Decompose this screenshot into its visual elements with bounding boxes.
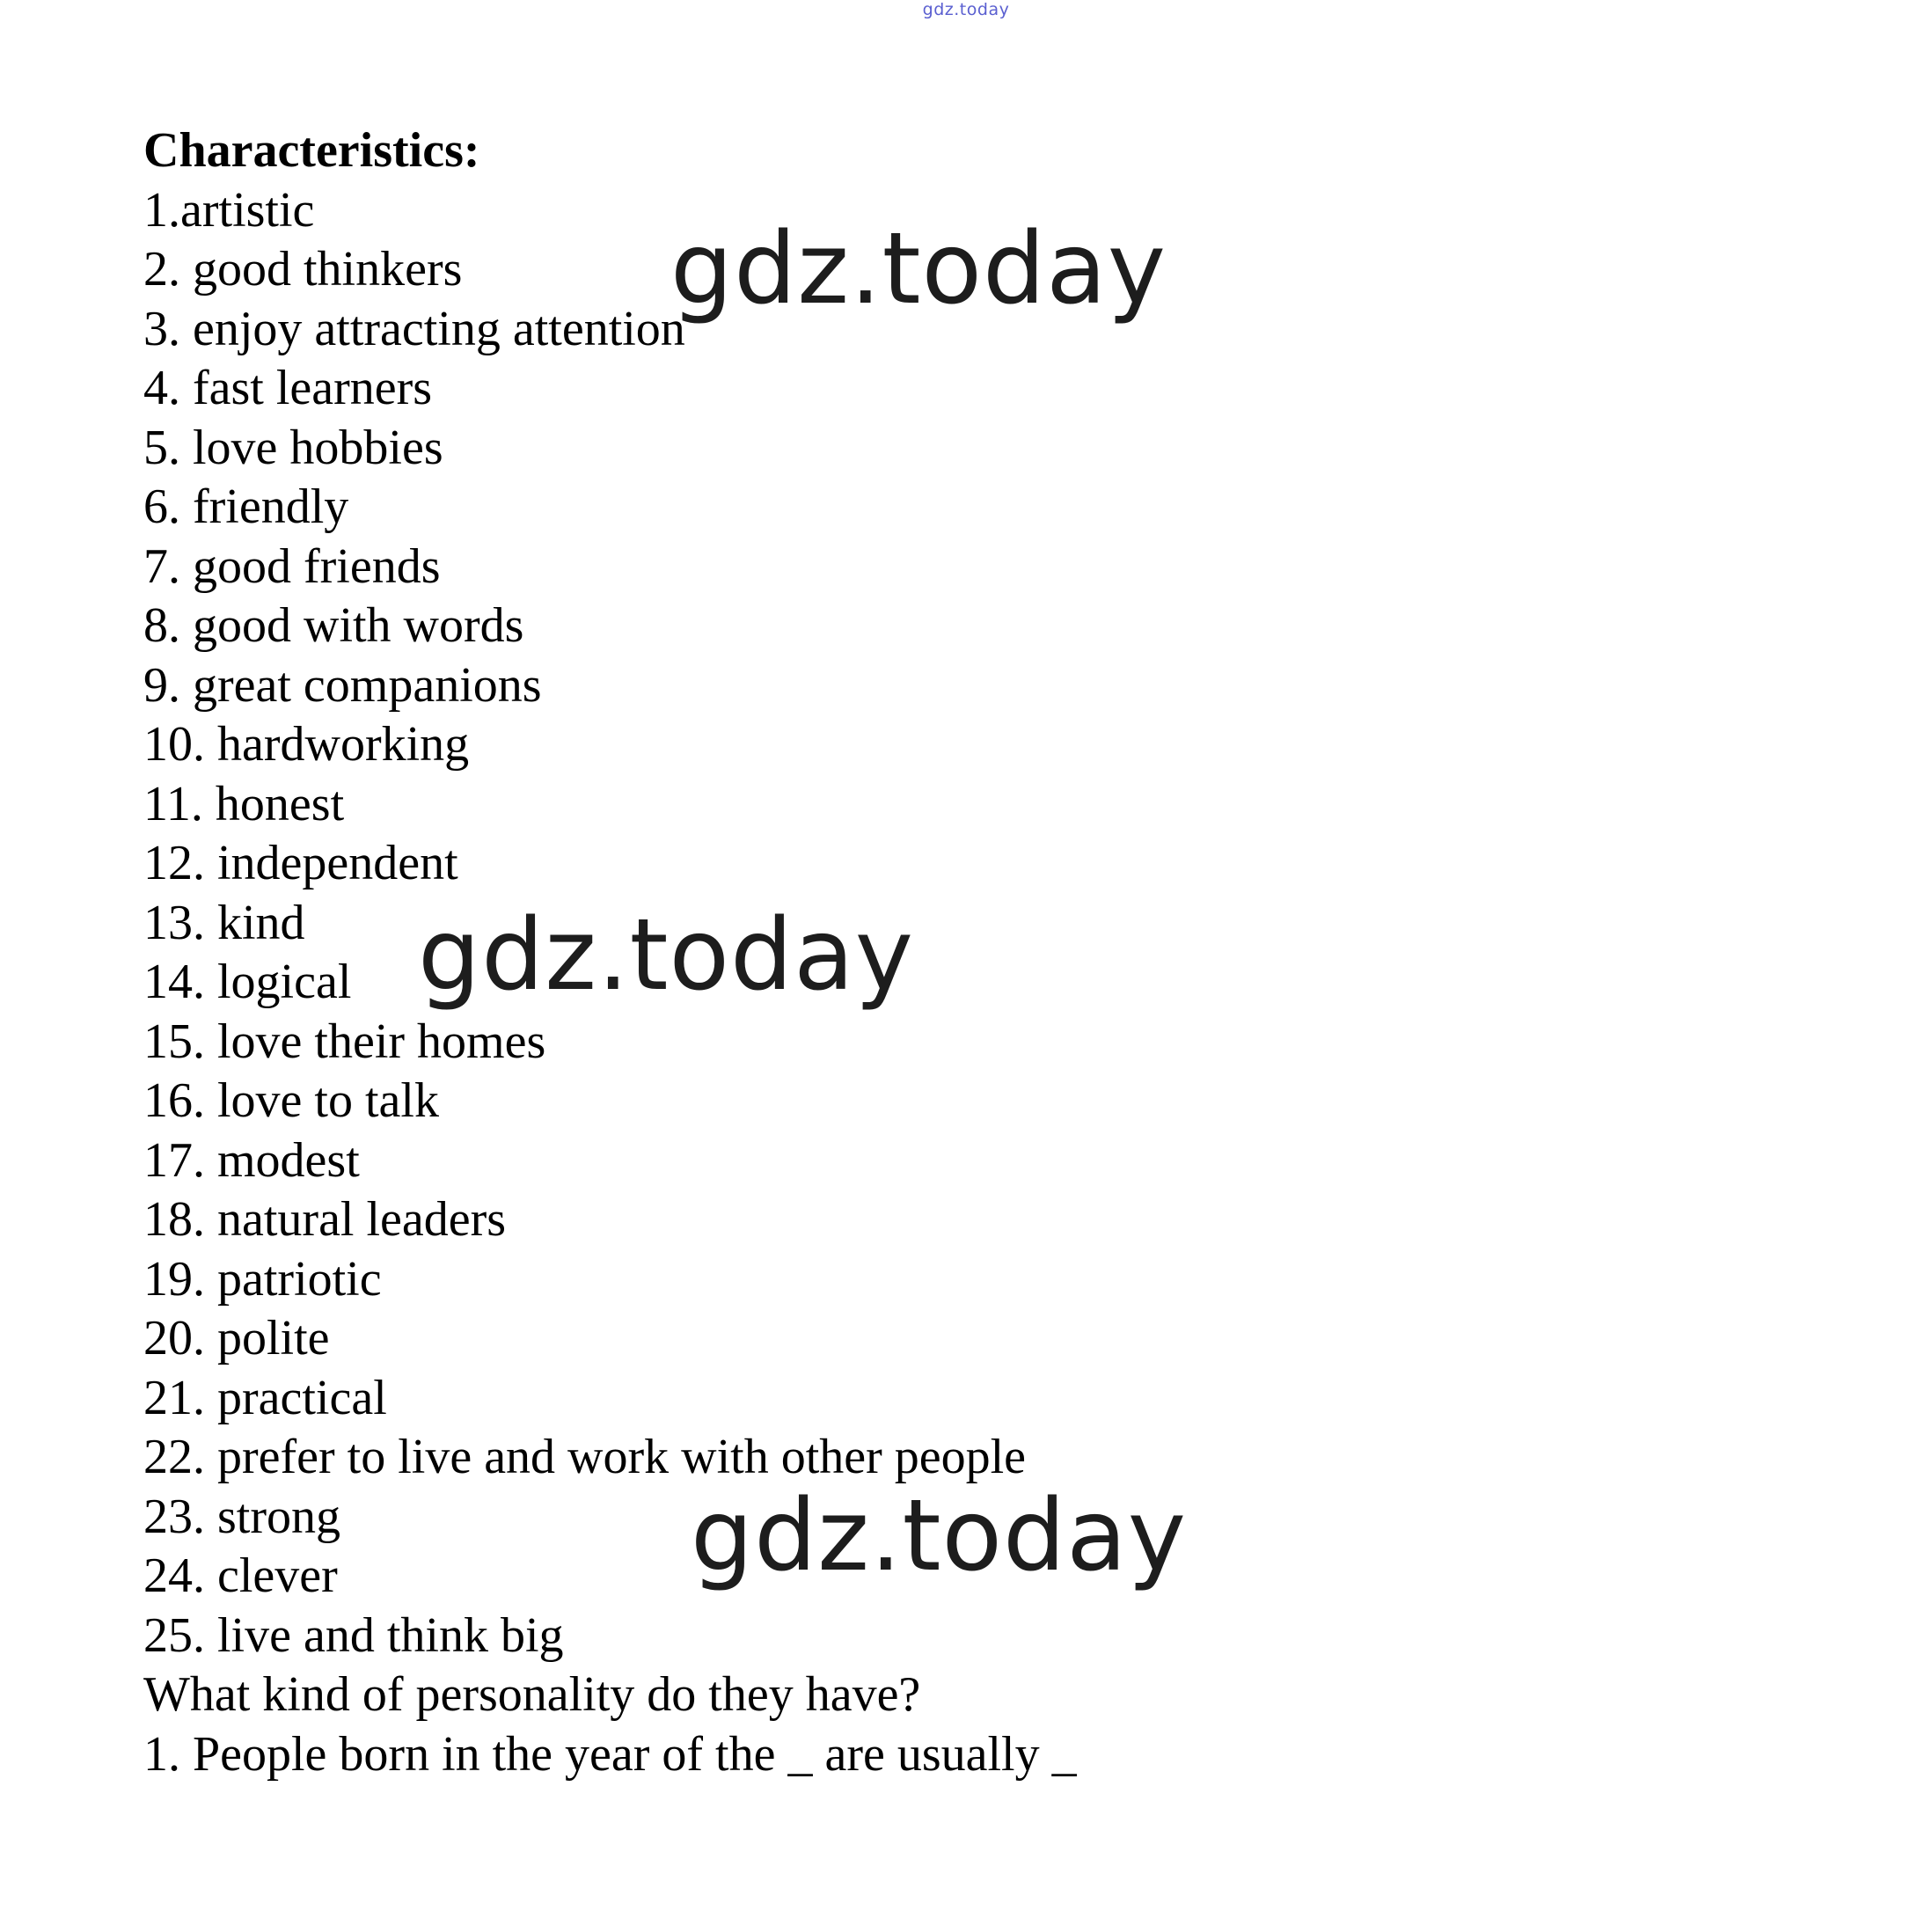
list-item: 22. prefer to live and work with other people	[143, 1430, 1027, 1484]
list-item: 17. modest	[143, 1132, 360, 1188]
list-item: 18. natural leaders	[143, 1192, 507, 1247]
list-item: 23. strong	[143, 1489, 340, 1544]
list-item: 5. love hobbies	[143, 420, 443, 475]
list-item: 2. good thinkers	[143, 242, 463, 296]
watermark: gdz.today	[418, 898, 915, 1013]
list-item: 7. good friends	[143, 538, 441, 594]
list-item: 12. independent	[143, 836, 458, 890]
task-line: 1. People born in the year of the _ are usually _	[143, 1726, 1077, 1782]
list-item: 21. practical	[143, 1370, 387, 1425]
list-item: 8. good with words	[143, 598, 524, 653]
section-heading: Characteristics:	[143, 123, 480, 178]
list-item: 20. polite	[143, 1311, 330, 1365]
list-item: 24. clever	[143, 1548, 338, 1603]
list-item: 11. honest	[143, 776, 345, 831]
list-item: 1.artistic	[143, 182, 315, 238]
list-item: 19. patriotic	[143, 1251, 382, 1307]
list-item: 15. love their homes	[143, 1014, 546, 1069]
list-item: 4. fast learners	[143, 361, 433, 415]
list-item: 16. love to talk	[143, 1073, 439, 1128]
question-text: What kind of personality do they have?	[143, 1667, 921, 1722]
list-item: 10. hardworking	[143, 717, 470, 772]
watermark: gdz.today	[670, 212, 1167, 326]
list-item: 6. friendly	[143, 480, 349, 534]
list-item: 13. kind	[143, 895, 305, 950]
watermark: gdz.today	[691, 1479, 1188, 1593]
list-item: 25. live and think big	[143, 1607, 564, 1663]
site-watermark-top: gdz.today	[922, 0, 1010, 19]
list-item: 3. enjoy attracting attention	[143, 301, 685, 356]
list-item: 14. logical	[143, 955, 352, 1009]
list-item: 9. great companions	[143, 657, 542, 713]
